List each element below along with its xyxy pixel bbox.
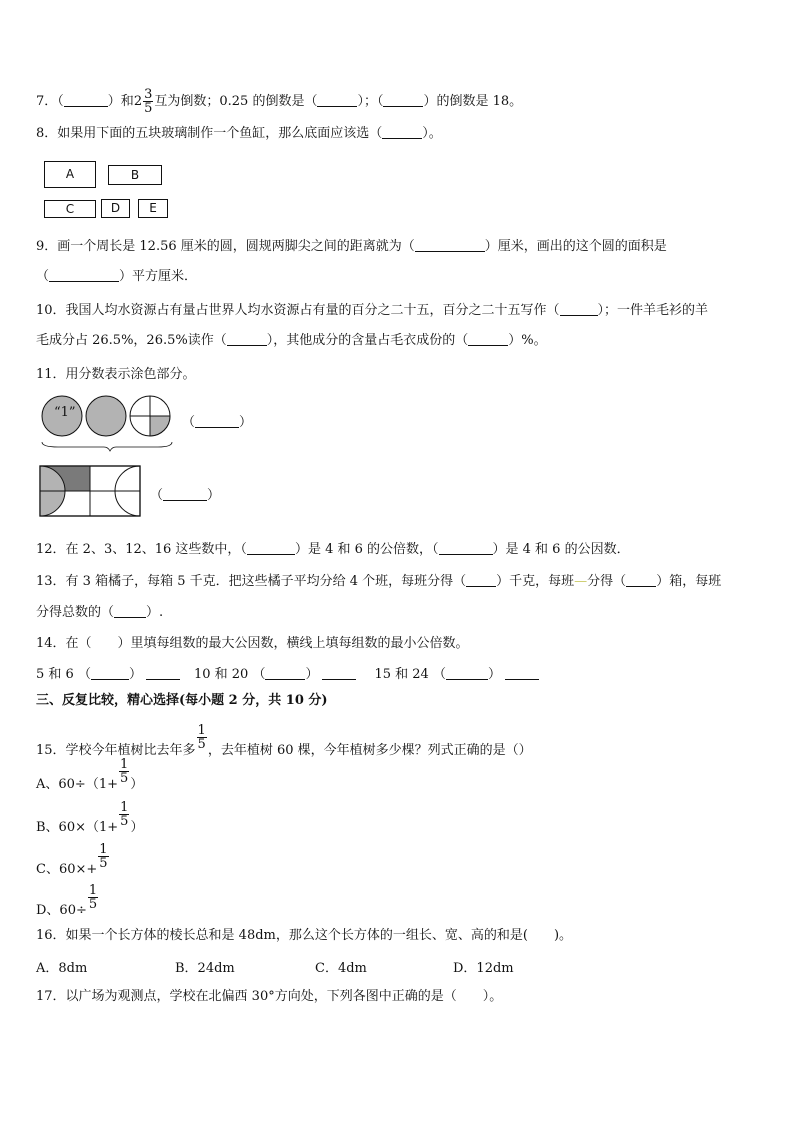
answer-blank[interactable]: [49, 268, 119, 282]
q16-option-a[interactable]: A．8dm: [36, 961, 88, 976]
question-13-line-2: 分得总数的（ ）.: [36, 605, 164, 620]
q16-option-b[interactable]: B．24dm: [175, 961, 235, 976]
question-9-line-1: 9．画一个周长是 12.56 厘米的圆，圆规两脚尖之间的距离就为（ ）厘米，画出的这个圆的面积是: [36, 239, 667, 254]
glass-piece-a: A: [44, 161, 96, 188]
answer-blank[interactable]: [626, 573, 656, 587]
answer-blank[interactable]: [415, 238, 485, 252]
section-3-heading: 三、反复比较，精心选择(每小题 2 分，共 10 分): [36, 693, 328, 708]
q7-number: 7．: [36, 94, 58, 109]
fraction: $\frac{1}{5}$: [120, 757, 129, 786]
answer-blank[interactable]: [247, 541, 295, 555]
q11-circle-label: “1”: [54, 405, 76, 420]
question-7: 7．（ ）和2 $\frac{3}{5}$ 互为倒数；0.25 的倒数是（ ）；（ ）的倒数是 18。: [36, 87, 523, 116]
q11-rectangle-figure: [39, 465, 143, 519]
dark-shaded-cell: [65, 466, 90, 491]
glass-piece-e: E: [138, 199, 168, 218]
question-9-line-2: （ ）平方厘米．: [36, 269, 198, 284]
fraction: $\frac{1}{5}$: [197, 723, 206, 752]
answer-blank[interactable]: [466, 573, 496, 587]
answer-blank[interactable]: [227, 332, 267, 346]
q16-option-c[interactable]: C．4dm: [315, 961, 367, 976]
fraction: $\frac{3}{5}$: [144, 87, 153, 116]
question-8: 8．如果用下面的五块玻璃制作一个鱼缸，那么底面应该选（ ）。: [36, 126, 442, 141]
question-12: 12．在 2、3、12、16 这些数中，（ ）是 4 和 6 的公倍数，（ ）是 4 和 6 的公因数．: [36, 542, 630, 557]
q15-option-c[interactable]: C、60×+ $\frac{1}{5}$: [36, 842, 108, 877]
answer-blank[interactable]: [446, 666, 488, 680]
answer-blank[interactable]: [383, 93, 423, 107]
q11-circles-figure: [38, 394, 178, 452]
question-14: 14．在（ ）里填每组数的最大公因数，横线上填每组数的最小公倍数。: [36, 636, 469, 651]
fraction: $\frac{1}{5}$: [88, 883, 98, 912]
q15-option-b[interactable]: B、60×（1+ $\frac{1}{5}$ ）: [36, 800, 144, 835]
question-15: 15．学校今年植树比去年多 $\frac{1}{5}$ ，去年植树 60 棵，今年植树多少棵？列式正确的是（）: [36, 723, 532, 758]
answer-line[interactable]: [146, 666, 180, 680]
question-13-line-1: 13．有 3 箱橘子，每箱 5 千克．把这些橘子平均分给 4 个班，每班分得（ ）千克，每班—分得（ ）箱，每班: [36, 574, 722, 589]
q15-option-a[interactable]: A、60÷（1+ $\frac{1}{5}$ ）: [36, 757, 144, 792]
circle-quarter-shaded-part: [150, 416, 170, 436]
glass-piece-b: B: [108, 165, 162, 185]
answer-blank[interactable]: [114, 604, 146, 618]
answer-blank[interactable]: [560, 302, 598, 316]
answer-blank[interactable]: [265, 666, 305, 680]
answer-blank[interactable]: [439, 541, 493, 555]
brace: [42, 442, 172, 451]
answer-blank[interactable]: [468, 332, 508, 346]
glass-piece-c: C: [44, 200, 96, 218]
answer-blank[interactable]: [64, 93, 108, 107]
question-14-groups: 5 和 6 （ ） 10 和 20 （ ） 15 和 24 （ ）: [36, 666, 539, 684]
q15-option-d[interactable]: D、60÷ $\frac{1}{5}$: [36, 883, 98, 918]
question-17: 17．以广场为观测点，学校在北偏西 30°方向处，下列各图中正确的是（ ）。: [36, 989, 503, 1004]
answer-blank[interactable]: [317, 93, 357, 107]
answer-blank[interactable]: [382, 125, 422, 139]
answer-line[interactable]: [322, 666, 356, 680]
fraction: $\frac{1}{5}$: [99, 842, 108, 871]
q16-option-d[interactable]: D．12dm: [453, 961, 514, 976]
q11-answer-2: （ ）: [150, 488, 221, 503]
answer-line[interactable]: [505, 666, 539, 680]
question-11: 11．用分数表示涂色部分。: [36, 367, 196, 382]
glass-piece-d: D: [101, 199, 130, 218]
answer-blank[interactable]: [195, 414, 239, 428]
question-10-line-1: 10．我国人均水资源占有量占世界人均水资源占有量的百分之二十五，百分之二十五写作（ ）；一件羊毛衫的羊: [36, 303, 709, 318]
question-10-line-2: 毛成分占 26.5%，26.5%读作（ ），其他成分的含量占毛衣成份的（ ）%。: [36, 333, 547, 348]
circle-full-shaded: [86, 396, 126, 436]
q11-answer-1: （ ）: [182, 415, 253, 430]
question-16: 16．如果一个长方体的棱长总和是 48dm，那么这个长方体的一组长、宽、高的和是( )。: [36, 928, 573, 943]
answer-blank[interactable]: [163, 487, 207, 501]
fraction: $\frac{1}{5}$: [120, 800, 129, 829]
answer-blank[interactable]: [91, 666, 129, 680]
